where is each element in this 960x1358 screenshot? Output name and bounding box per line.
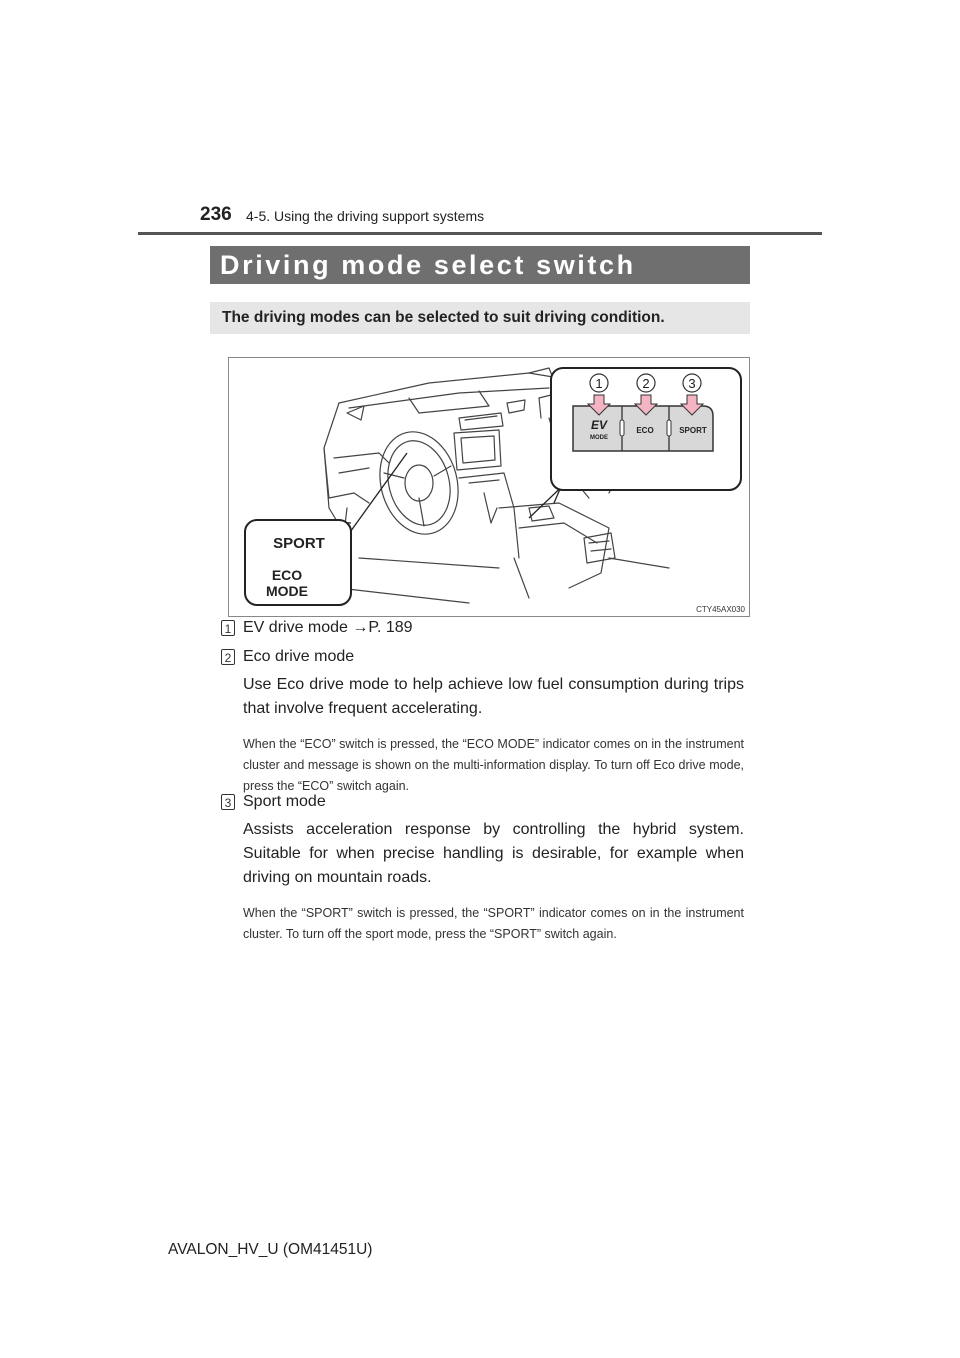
callout-number-2: 2 [642, 376, 650, 391]
switch-callout [551, 368, 741, 490]
sport-indicator-label: SPORT [273, 535, 325, 552]
indicator-callout [245, 520, 351, 605]
document-code: AVALON_HV_U (OM41451U) [168, 1241, 373, 1258]
header-rule [138, 232, 822, 235]
eco-indicator-label: ECO [271, 567, 303, 583]
section-title: Driving mode select switch [210, 246, 750, 284]
sport-switch-label: SPORT [679, 426, 707, 435]
eco-switch-label: ECO [636, 426, 654, 435]
item-heading-eco: Eco drive mode [243, 648, 355, 665]
page-number: 236 [200, 204, 232, 225]
item-heading-ev: EV drive mode →P. 189 [243, 619, 413, 636]
item-note-sport: When the “SPORT” switch is pressed, the “SPORT” indicator comes on in the instrument cluster. To turn off the sport mode, press the “SPORT” switch again. [243, 906, 744, 941]
intro-text: The driving modes can be selected to suit driving condition. [210, 302, 750, 334]
ev-switch-label-bottom: MODE [590, 435, 608, 441]
figure-code: CTY45AX030 [696, 605, 745, 614]
item-description-eco: Use Eco drive mode to help achieve low fuel consumption during trips that involve frequent accelerating. [243, 676, 744, 717]
item-note-eco: When the “ECO” switch is pressed, the “ECO MODE” indicator comes on in the instrument cluster and message is shown on the multi-information display. To turn off Eco drive mode, press the “ECO” switch again. [243, 737, 744, 793]
section-path: 4-5. Using the driving support systems [246, 208, 485, 224]
ev-switch-label-top: EV [590, 418, 608, 432]
callout-number-1: 1 [595, 376, 603, 391]
item-number-badge: 1 [221, 620, 235, 636]
item-heading-sport: Sport mode [243, 793, 326, 810]
callout-number-3: 3 [688, 376, 696, 391]
item-number-badge: 2 [221, 649, 235, 665]
item-description-sport: Assists acceleration response by controlling the hybrid system. Suitable for when precise handling is desirable, for example when driving on mountain roads. [243, 821, 744, 886]
item-number-badge: 3 [221, 794, 235, 810]
dashboard-illustration [229, 358, 749, 616]
mode-indicator-label: MODE [266, 583, 308, 599]
dashboard-figure [228, 357, 750, 617]
